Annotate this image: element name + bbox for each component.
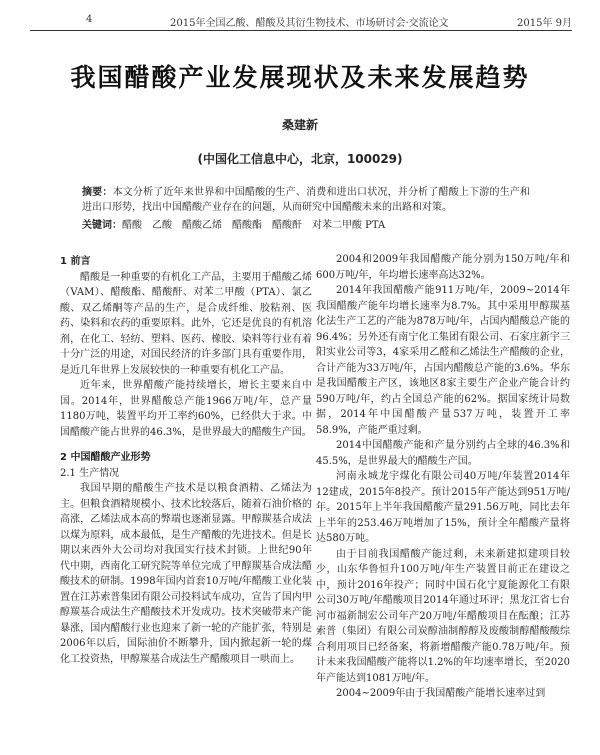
paper-title: 我国醋酸产业发展现状及未来发展趋势 xyxy=(70,63,530,92)
section-heading-intro: 1 前言 xyxy=(60,256,91,267)
author-affiliation: (中国化工信息中心，北京，100029) xyxy=(197,152,403,166)
conference-name: 2015年全国乙酸、醋酸及其衍生物技术、市场研讨会·交流论文 xyxy=(170,18,449,29)
paragraph: 醋酸是一种重要的有机化工产品，主要用于醋酸乙烯（VAM）、醋酸酯、醋酸酐、对苯二甲酸（PTA）、氯乙酸、双乙烯酮等产品的生产，是合成纤维、胶粘剂、医药、染料和农药的重要原料。此外，它还是优良的有机溶剂，在化工、轻纺、塑料、医药、橡胶、染料等行业有着十分广泛的用途，对国民经济的许多部门具有重要作用，是近几年世界上发展较快的一种重要有机化工产品。 xyxy=(60,271,312,376)
section-heading-industry: 2 中国醋酸产业形势 xyxy=(60,452,151,463)
paragraph: 2004~2009年由于我国醋酸产能增长速率过到 xyxy=(336,688,546,699)
right-column xyxy=(316,252,570,702)
author-name: 桑建新 xyxy=(281,118,318,132)
keywords-text: 醋酸 乙酸 醋酸乙烯 醋酸酯 醋酸酐 对苯二甲酸 PTA xyxy=(122,220,386,231)
paragraph: 2014年我国醋酸产能911万吨/年，2009~2014年我国醋酸产能年均增长速率为8.7%。其中采用甲醇羰基化法生产工艺的产能为878万吨/年，占国内醋酸总产能的96.4%；另外还有南宁化工集团有限公司、石家庄新宇三阳实业公司等3，4家采用乙醛和乙烯法生产醋酸的企业，合计产能为33万吨/年，占国内醋酸总产能的3.6%。华东是我国醋酸主产区，该地区8家主要生产企业产能合计约590万吨/年，约占全国总产能的62%。据国家统计局数据，2014年中国醋酸产量537万吨，装置开工率58.9%，产能严重过剩。 xyxy=(316,285,570,436)
paragraph: 2004和2009年我国醋酸产能分别为150万吨/年和600万吨/年，年均增长速率高达32%。 xyxy=(316,254,570,281)
abstract-label: 摘要： xyxy=(82,187,113,198)
paragraph: 河南永城龙宇煤化有限公司40万吨/年装置2014年12建成，2015年8投产。预计2015年产能达到951万吨/年。2015年上半年我国醋酸产量291.56万吨，同比去年上半年的253.46万吨增加了15%，预计全年醋酸产量将达580万吨。 xyxy=(316,471,570,544)
subsection-heading-production: 2.1 生产情况 xyxy=(60,467,120,479)
issue-date: 2015年 9月 xyxy=(517,18,572,29)
paragraph: 我国早期的醋酸生产技术是以粮食酒精、乙烯法为主。但粮食酒精规模小、技术比较落后，随着石油价格的高涨，乙烯法成本高的弊端也逐渐显露。甲醇羰基合成法以煤为原料，成本最低，是生产醋酸的先进技术。但是长期以来西外大公司均对我国实行技术封锁。上世纪90年代中期，西南化工研究院等单位完成了甲醇羰基合成法醋酸技术的研制。1998年国内首套10万吨/年醋酸工业化装置在江苏索普集团有限公司投料试车成功，宣告了国内甲醇羰基合成法生产醋酸技术开发成功。技术突破带来产能暴涨，国内醋酸行业也迎来了新一轮的产能扩张，特别是2006年以后，国际油价不断攀升，国内掀起新一轮的煤化工投资热，甲醇羰基合成法生产醋酸项目一哄而上。 xyxy=(60,483,312,665)
keywords xyxy=(82,216,530,231)
running-header xyxy=(30,10,572,31)
paragraph: 近年来，世界醋酸产能持续增长，增长主要来自中国。2014年，世界醋酸总产能1966万吨/年，总产量1180万吨，装置平均开工率约60%，已经供大于求。中国醋酸产能占世界的46.3%，是世界最大的醋酸生产国。 xyxy=(60,380,312,438)
paragraph: 由于目前我国醋酸产能过剩，未来新建拟建项目较少，山东华鲁恒升100万吨/年生产装置目前正在建设之中，预计2016年投产；同时中国石化宁夏能源化工有限公司30万吨/年醋酸项目2014年通过环评；黑龙江省七台河市福新制宏公司年产20万吨/年醋酸项目在酝酿；江苏索普（集团）有限公司炭醇油制醇醇及废酸制醇醋酸酸综合利用项目已经备案，将新增醋酸产能0.78万吨/年。预计未来我国醋酸产能将以1.2%的年均速率增长，至2020年产能达到1081万吨/年。 xyxy=(316,548,570,684)
paragraph: 2014中国醋酸产能和产量分别约占全球的46.3%和45.5%，是世界最大的醋酸生产国。 xyxy=(316,440,570,467)
abstract-text: 本文分析了近年来世界和中国醋酸的生产、消费和进出口状况，并分析了醋酸上下游的生产和进出口形势，找出中国醋酸产业存在的问题，从而研究中国醋酸未来的出路和对策。 xyxy=(82,187,531,213)
page-number: 4 xyxy=(86,14,93,25)
left-column xyxy=(60,252,312,667)
keywords-label: 关键词： xyxy=(82,220,122,231)
abstract xyxy=(82,185,530,215)
